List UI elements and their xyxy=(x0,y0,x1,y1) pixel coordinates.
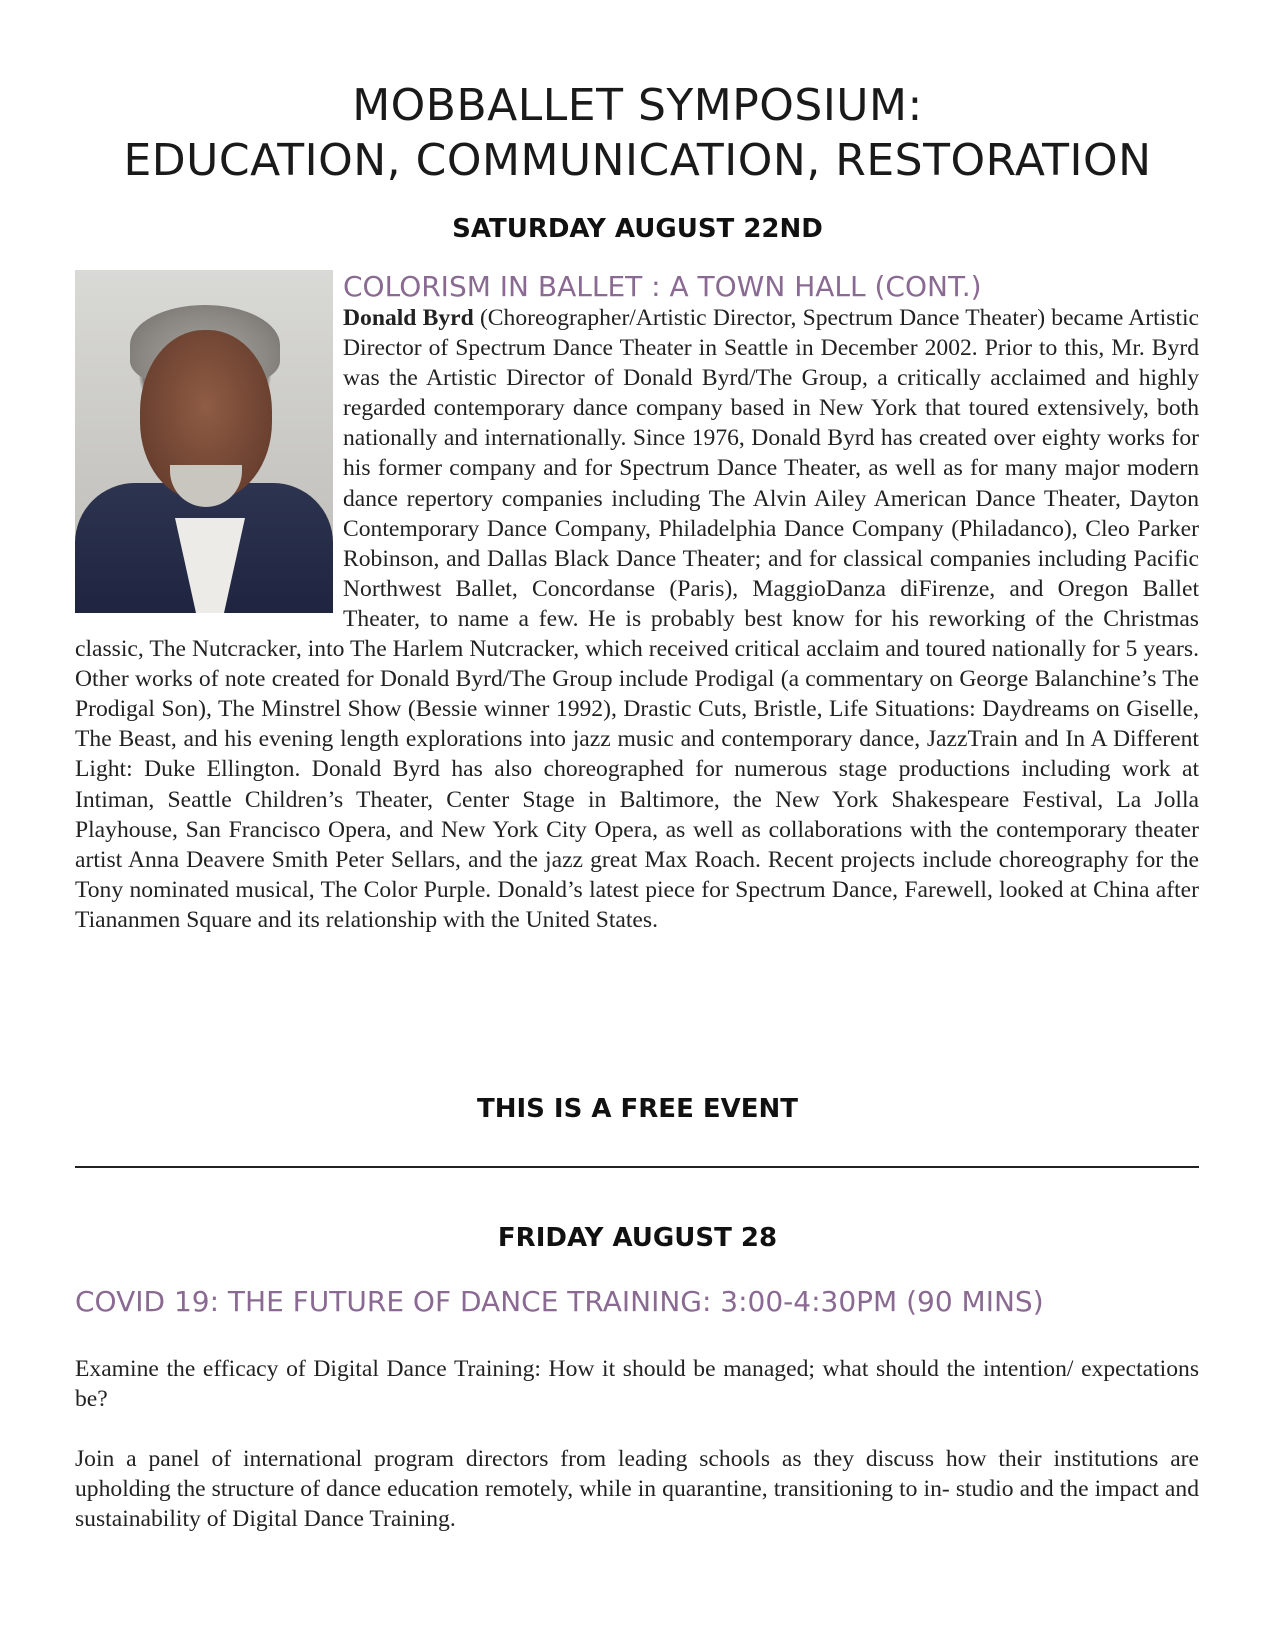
title-line-1: MOBBALLET SYMPOSIUM: xyxy=(352,80,923,131)
speaker-bio xyxy=(75,303,1199,935)
section-divider xyxy=(75,1166,1199,1168)
session-description-2: Join a panel of international program directors from leading schools as they discuss how their institutions are upholding the structure of dance education remotely, while in quarantine, transitioning to in- studio and the impact and sustainability of Digital Dance Training. xyxy=(75,1446,1199,1533)
session-description-1: Examine the efficacy of Digital Dance Training: How it should be managed; what should the intention/ expectations be? xyxy=(75,1356,1199,1413)
speaker-name: Donald Byrd xyxy=(343,305,474,331)
session-title-covid: COVID 19: THE FUTURE OF DANCE TRAINING: 3:00-4:30PM (90 MINS) xyxy=(75,1285,1044,1318)
day-heading-saturday: SATURDAY AUGUST 22ND xyxy=(452,214,823,244)
speaker-bio-text: (Choreographer/Artistic Director, Spectrum Dance Theater) became Artistic Director of Spectrum Dance Theater in Seattle in December 2002. Prior to this, Mr. Byrd was the Artistic Director of Donald Byrd/The Group, a critically acclaimed and highly regarded contemporary dance company based in New York that toured extensively, both nationally and internationally. Since 1976, Donald Byrd has created over eighty works for his former company and for Spectrum Dance Theater, as well as for many major modern dance repertory companies including The Alvin Ailey American Dance Theater, Dayton Contemporary Dance Company, Philadelphia Dance Company (Philadanco), Cleo Parker Robinson, and Dallas Black Dance Theater; and for classical companies including Pacific Northwest Ballet, Concordanse (Paris), MaggioDanza diFirenze, and Oregon Ballet Theater, to name a few. He is probably best know for his reworking of the Christmas classic, The Nutcracker, into The Harlem Nutcracker, which received critical acclaim and toured nationally for 5 years. Other works of note created for Donald Byrd/The Group include Prodigal (a commentary on George Balanchine’s The Prodigal Son), The Minstrel Show (Bessie winner 1992), Drastic Cuts, Bristle, Life Situations: Daydreams on Giselle, The Beast, and his evening length explorations into jazz music and contemporary dance, JazzTrain and In A Different Light: Duke Ellington. Donald Byrd has also choreographed for numerous stage productions including work at Intiman, Seattle Children’s Theater, Center Stage in Baltimore, the New York Shakespeare Festival, La Jolla Playhouse, San Francisco Opera, and New York City Opera, as well as collaborations with the contemporary theater artist Anna Deavere Smith Peter Sellars, and the jazz great Max Roach. Recent projects include choreography for the Tony nominated musical, The Color Purple. Donald’s latest piece for Spectrum Dance, Farewell, looked at China after Tiananmen Square and its relationship with the United States. xyxy=(75,305,1199,933)
day-heading-friday: FRIDAY AUGUST 28 xyxy=(497,1223,778,1253)
page-title xyxy=(0,78,1275,188)
photo-wrap-spacer xyxy=(75,303,343,615)
session-title-colorism: COLORISM IN BALLET : A TOWN HALL (CONT.) xyxy=(343,270,982,303)
free-event-notice: THIS IS A FREE EVENT xyxy=(476,1094,799,1124)
title-line-2: EDUCATION, COMMUNICATION, RESTORATION xyxy=(123,135,1152,186)
